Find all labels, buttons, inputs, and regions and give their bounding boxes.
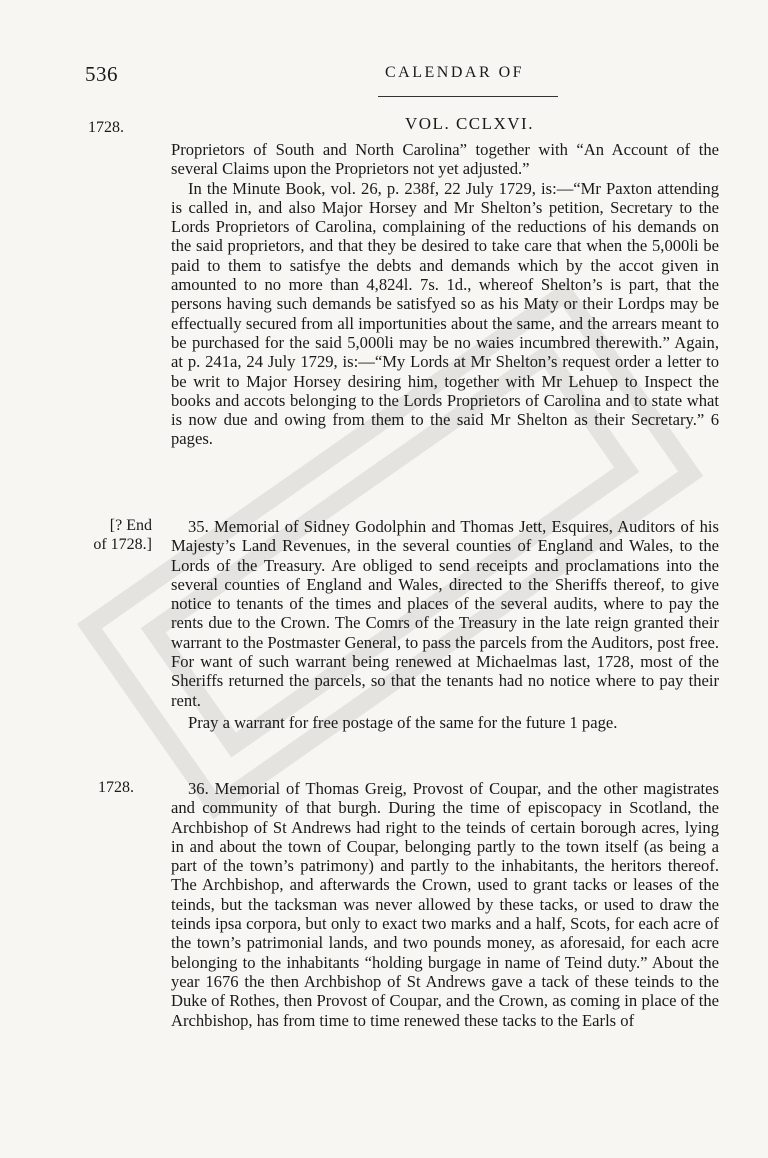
entry-paragraph: Pray a warrant for free postage of the same for the future 1 page. xyxy=(188,712,618,732)
entry-paragraph: 35. Memorial of Sidney Godolphin and Thomas Jett, Esquires, Auditors of his Majesty’s Land Revenues, in the several counties of England and Wales, to the Lords of the Treasury. Are obliged to send receipts and proclamations into the several counties of England and Wales, directed to the Sheriffs thereof, to give notice to tenants of the times and places of the several audits, where to pay the rents due to the Crown. The Comrs of the Treasury in the late reign granted their warrant to the Postmaster General, to pass the parcels from the Auditors, post free. For want of such warrant being renewed at Michaelmas last, 1728, most of the Sheriffs returned the parcels, so that the tenants had no notice where to pay their rent. xyxy=(171,517,719,710)
margin-end-note xyxy=(80,516,152,554)
running-head: CALENDAR OF xyxy=(385,64,525,81)
entry-paragraph: 36. Memorial of Thomas Greig, Provost of Coupar, and the other magistrates and community of that burgh. During the time of episcopacy in Scotland, the Archbishop of St Andrews had right to the teinds of certain borough acres, lying in and about the town of Coupar, belonging partly to the town itself (as being a part of the town’s patrimony) and partly to the inhabitants, the heritors thereof. The Archbishop, and afterwards the Crown, used to grant tacks or leases of the teinds, but the tacksman was never allowed by these tacks, or used to draw the teinds ipsa corpora, but only to exact two marks and a half, Scots, for each acre of the town’s patrimonial lands, and two pounds money, as aforesaid, for each acre belonging to the inhabitants “holding burgage in name of Teind duty.” About the year 1676 the then Archbishop of St Andrews gave a tack of these teinds to the Duke of Rothes, then Provost of Coupar, and the Crown, as coming in place of the Archbishop, has from time to time renewed these tacks to the Earls of xyxy=(171,779,719,1030)
entry-paragraph xyxy=(171,179,719,449)
page-number: 536 xyxy=(85,62,118,86)
calendar-entry-36 xyxy=(171,779,719,1030)
header-rule xyxy=(378,96,558,97)
page-header xyxy=(0,62,768,96)
volume-heading: VOL. CCLXVI. xyxy=(405,114,534,133)
margin-end-note-line: of 1728.] xyxy=(93,536,152,553)
calendar-entry-35 xyxy=(171,517,719,732)
margin-year: 1728. xyxy=(98,779,134,796)
entry-paragraph: Proprietors of South and North Carolina” together with “An Account of the several Claims upon the Proprietors not yet adjusted.” xyxy=(171,140,719,179)
margin-end-note-line: [? End xyxy=(109,517,152,534)
margin-year: 1728. xyxy=(88,119,124,136)
minute-book-extract: In the Minute Book, vol. 26, p. 238f, 22 July 1729, is:—“Mr Paxton attending is called in, and also Major Horsey and Mr Shelton’s petition, Secretary to the Lords Proprietors of Carolina, complaining of the reductions of his demands on the said proprietors, and that they be desired to take care that when the 5,000li be paid to them to satisfye the debts and demands which by the accot given in amounted to no more than 4,824l. 7s. 1d., whereof Shelton’s is part, that the persons having such demands be satisfyed so as his Maty or their Lordps may be effectually secured from all importunities about the same, and the arrears meant to be purchased for the said 5,000li may be no waies incumbred therewith.” Again, at p. 241a, 24 July 1729, is:—“My Lords at Mr Shelton’s request order a letter to be writ to Major Horsey desiring him, together with Mr Lehuep to Inspect the books and accots belonging to the Lords Proprietors of Carolina and to state what is now due and owing from them to the said Mr Shelton as their Secretary.” 6 pages. xyxy=(171,178,719,449)
calendar-entry-carolina xyxy=(171,140,719,449)
